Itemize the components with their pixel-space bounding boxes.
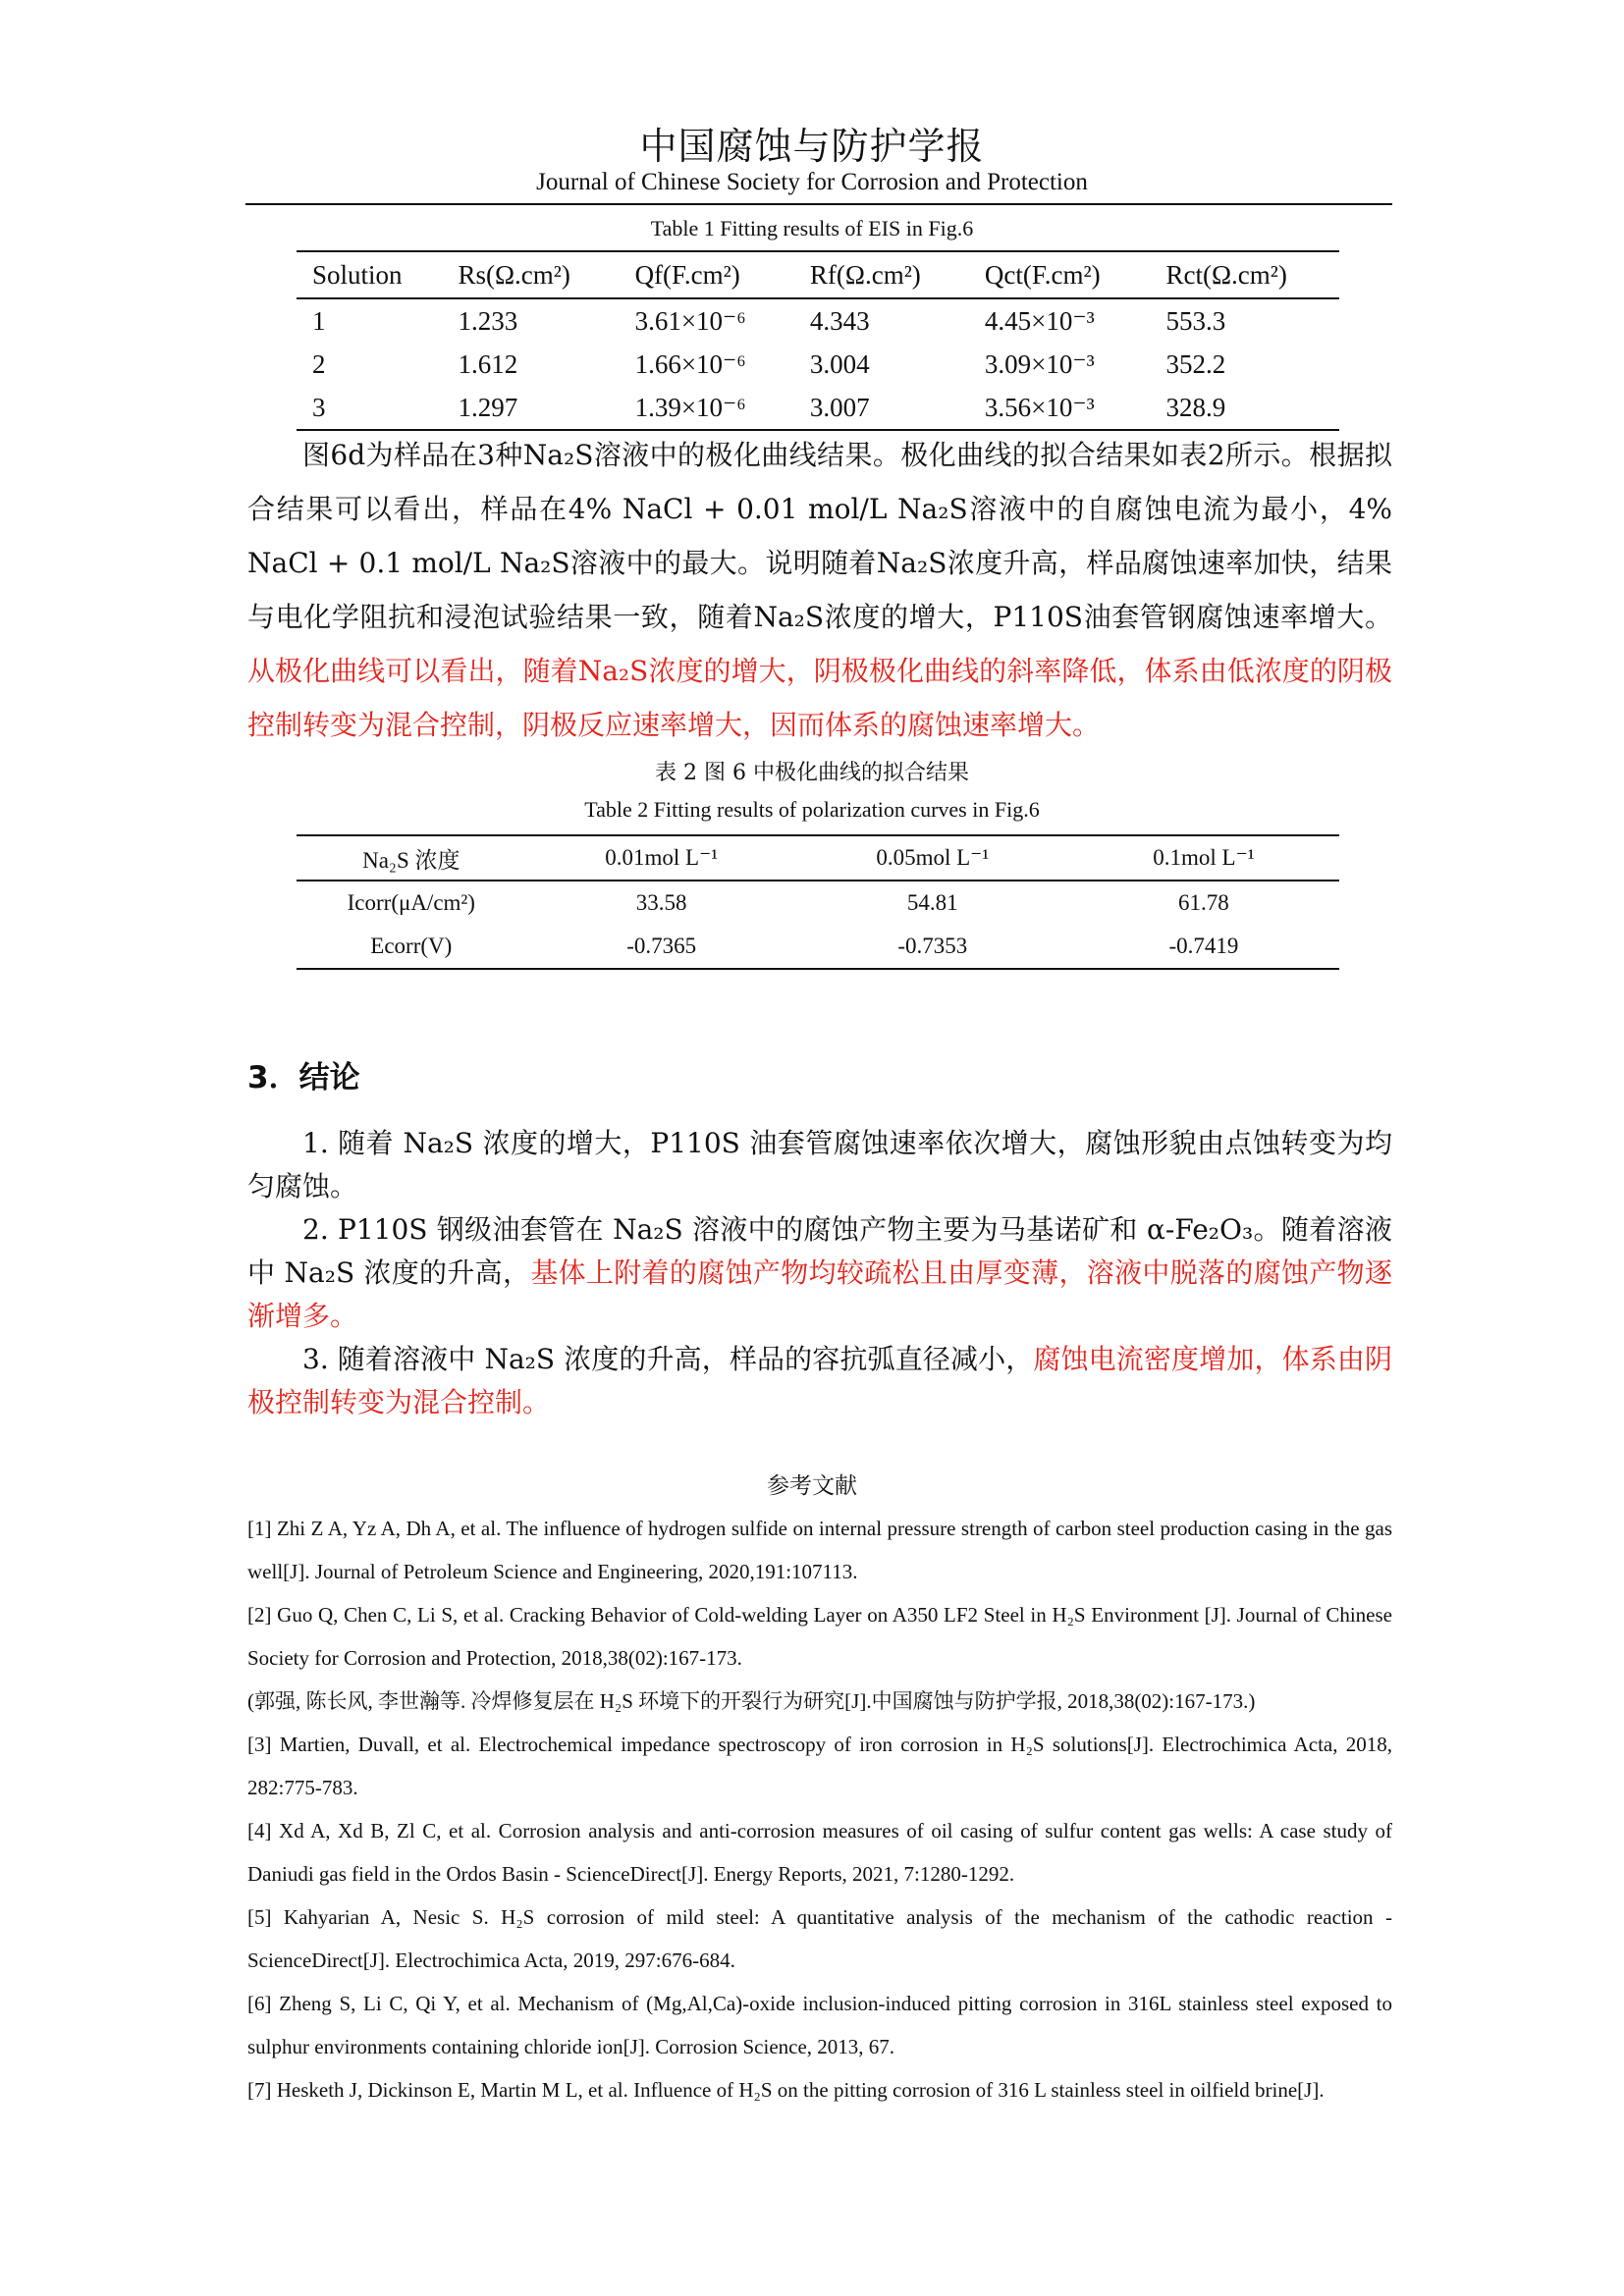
table-cell: 2 xyxy=(312,348,326,379)
table-cell: 1.233 xyxy=(458,305,518,336)
body-paragraph xyxy=(247,428,1392,752)
reference-item: [3] Martien, Duvall, et al. Electrochemical impedance spectroscopy of iron corrosion in H₂S solutions[J]. Electrochimica Acta, 2018, 282:775-783. xyxy=(247,1733,1392,1799)
table-cell: 4.343 xyxy=(809,305,870,336)
reference-item: [1] Zhi Z A, Yz A, Dh A, et al. The influence of hydrogen sulfide on internal pressure strength of carbon steel production casing in the gas well[J]. Journal of Petroleum Science and Engineering, 2020,191:107113. xyxy=(247,1517,1392,1583)
table-cell: 3.004 xyxy=(809,348,870,379)
table1-caption: Table 1 Fitting results of EIS in Fig.6 xyxy=(650,216,974,240)
references-title: 参考文献 xyxy=(767,1473,857,1499)
table-cell: 3.007 xyxy=(809,392,870,422)
table-cell: 1 xyxy=(312,305,326,336)
table2-caption-en: Table 2 Fitting results of polarization curves in Fig.6 xyxy=(584,797,1040,822)
table-cell: -0.7419 xyxy=(1168,934,1239,958)
conclusion-text-highlight: 基体上附着的腐蚀产物均较疏松且由厚变薄，溶液中脱落的腐蚀产物逐渐增多。 xyxy=(247,1256,1392,1332)
reference-item: [5] Kahyarian A, Nesic S. H₂S corrosion of mild steel: A quantitative analysis of the mechanism of the cathodic reaction - ScienceDirect[J]. Electrochimica Acta, 2019, 297:676-684. xyxy=(247,1905,1392,1972)
table-row xyxy=(297,881,1339,925)
table-cell: -0.7365 xyxy=(626,934,697,958)
table2-col-header: 0.1mol L⁻¹ xyxy=(1153,845,1255,870)
table2-header-row xyxy=(297,835,1339,881)
conclusion-text: 1. 随着 Na₂S 浓度的增大，P110S 油套管腐蚀速率依次增大，腐蚀形貌由点蚀转变为均匀腐蚀。 xyxy=(247,1127,1392,1202)
reference-item: [4] Xd A, Xd B, Zl C, et al. Corrosion analysis and anti-corrosion measures of oil casing of sulfur content gas wells: A case study of Daniudi gas field in the Ordos Basin - ScienceDirect[J]. Energy Reports, 2021, 7:1280-1292. xyxy=(247,1819,1392,1886)
table-cell: Icorr(μA/cm²) xyxy=(347,890,475,915)
table1-col-header: Rct(Ω.cm²) xyxy=(1165,259,1287,290)
table1-col-header: Rf(Ω.cm²) xyxy=(809,259,921,290)
header-divider xyxy=(245,203,1392,205)
reference-item: [2] Guo Q, Chen C, Li S, et al. Cracking Behavior of Cold-welding Layer on A350 LF2 Steel in H₂S Environment [J]. Journal of Chinese Society for Corrosion and Protection, 2018,38(02):167-173. xyxy=(247,1603,1392,1670)
table1-col-header: Solution xyxy=(312,259,403,290)
table-cell: 61.78 xyxy=(1178,890,1229,915)
table-row xyxy=(297,386,1339,430)
table-cell: 553.3 xyxy=(1165,305,1226,336)
conclusion-text: 2. P110S 钢级油套管在 Na₂S 溶液中的腐蚀产物主要为马基诺矿和 α-Fe₂O₃。随着溶液中 Na₂S 浓度的升高， xyxy=(247,1213,1392,1289)
table-cell: 1.297 xyxy=(458,392,518,422)
table-cell: -0.7353 xyxy=(897,934,968,958)
conclusion-item xyxy=(247,1338,1392,1424)
table-cell: 33.58 xyxy=(635,890,687,915)
reference-item: [6] Zheng S, Li C, Qi Y, et al. Mechanism of (Mg,Al,Ca)-oxide inclusion-induced pitting corrosion in 316L stainless steel exposed to sulphur environments containing chloride ion[J]. Corrosion Science, 2013, 67. xyxy=(247,1992,1392,2058)
table-row xyxy=(297,298,1339,343)
references-list xyxy=(247,1507,1392,2111)
table-cell: 1.612 xyxy=(458,348,518,379)
table-cell: 3.61×10⁻⁶ xyxy=(634,305,746,336)
conclusion-list xyxy=(247,1122,1392,1424)
table2-col-header: 0.01mol L⁻¹ xyxy=(605,845,719,870)
section-heading-conclusion: 3．结论 xyxy=(247,1060,360,1095)
reference-item: [7] Hesketh J, Dickinson E, Martin M L, et al. Influence of H₂S on the pitting corrosion of 316 L stainless steel in oilfield brine[J]. xyxy=(247,2078,1325,2102)
table1 xyxy=(297,250,1339,431)
table1-col-header: Rs(Ω.cm²) xyxy=(458,259,570,290)
table-cell: 54.81 xyxy=(906,890,958,915)
table1-header-row xyxy=(297,251,1339,298)
table-cell: 3.56×10⁻³ xyxy=(984,392,1095,422)
table-cell: Ecorr(V) xyxy=(370,934,453,958)
table2 xyxy=(297,834,1339,970)
body-text: 图6d为样品在3种Na₂S溶液中的极化曲线结果。极化曲线的拟合结果如表2所示。根据拟合结果可以看出，样品在4% NaCl + 0.01 mol/L Na₂S溶液中的自腐蚀电流为最小，4% NaCl + 0.1 mol/L Na₂S溶液中的最大。说明随着Na₂S浓度升高，样品腐蚀速率加快，结果与电化学阻抗和浸泡试验结果一致，随着Na₂S浓度的增大，P110S油套管钢腐蚀速率增大。 xyxy=(247,439,1392,633)
conclusion-text: 3. 随着溶液中 Na₂S 浓度的升高，样品的容抗弧直径减小， xyxy=(302,1343,1034,1375)
table-cell: 1.39×10⁻⁶ xyxy=(634,392,746,422)
table-cell: 352.2 xyxy=(1165,348,1226,379)
journal-title-cn: 中国腐蚀与防护学报 xyxy=(639,125,985,168)
table-row xyxy=(297,343,1339,386)
table1-col-header: Qf(F.cm²) xyxy=(634,259,740,290)
reference-item: (郭强, 陈长风, 李世瀚等. 冷焊修复层在 H₂S 环境下的开裂行为研究[J].中国腐蚀与防护学报, 2018,38(02):167-173.) xyxy=(247,1689,1256,1713)
table1-col-header: Qct(F.cm²) xyxy=(984,259,1101,290)
table2-caption-cn: 表 2 图 6 中极化曲线的拟合结果 xyxy=(655,761,969,785)
table2-col-header: 0.05mol L⁻¹ xyxy=(876,845,990,870)
table-cell: 1.66×10⁻⁶ xyxy=(634,348,746,379)
conclusion-item xyxy=(247,1122,1392,1208)
journal-title-en: Journal of Chinese Society for Corrosion and Protection xyxy=(536,169,1088,195)
table-cell: 4.45×10⁻³ xyxy=(984,305,1095,336)
table-cell: 328.9 xyxy=(1165,392,1226,422)
table2-col-header: Na₂S 浓度 xyxy=(362,847,460,873)
table-cell: 3.09×10⁻³ xyxy=(984,348,1095,379)
table-row xyxy=(297,925,1339,969)
conclusion-item xyxy=(247,1208,1392,1338)
conclusion-text-highlight: 腐蚀电流密度增加，体系由阴极控制转变为混合控制。 xyxy=(247,1343,1392,1418)
body-text-highlight: 从极化曲线可以看出，随着Na₂S浓度的增大，阴极极化曲线的斜率降低，体系由低浓度的阴极控制转变为混合控制，阴极反应速率增大，因而体系的腐蚀速率增大。 xyxy=(247,655,1392,741)
table-cell: 3 xyxy=(312,392,326,422)
